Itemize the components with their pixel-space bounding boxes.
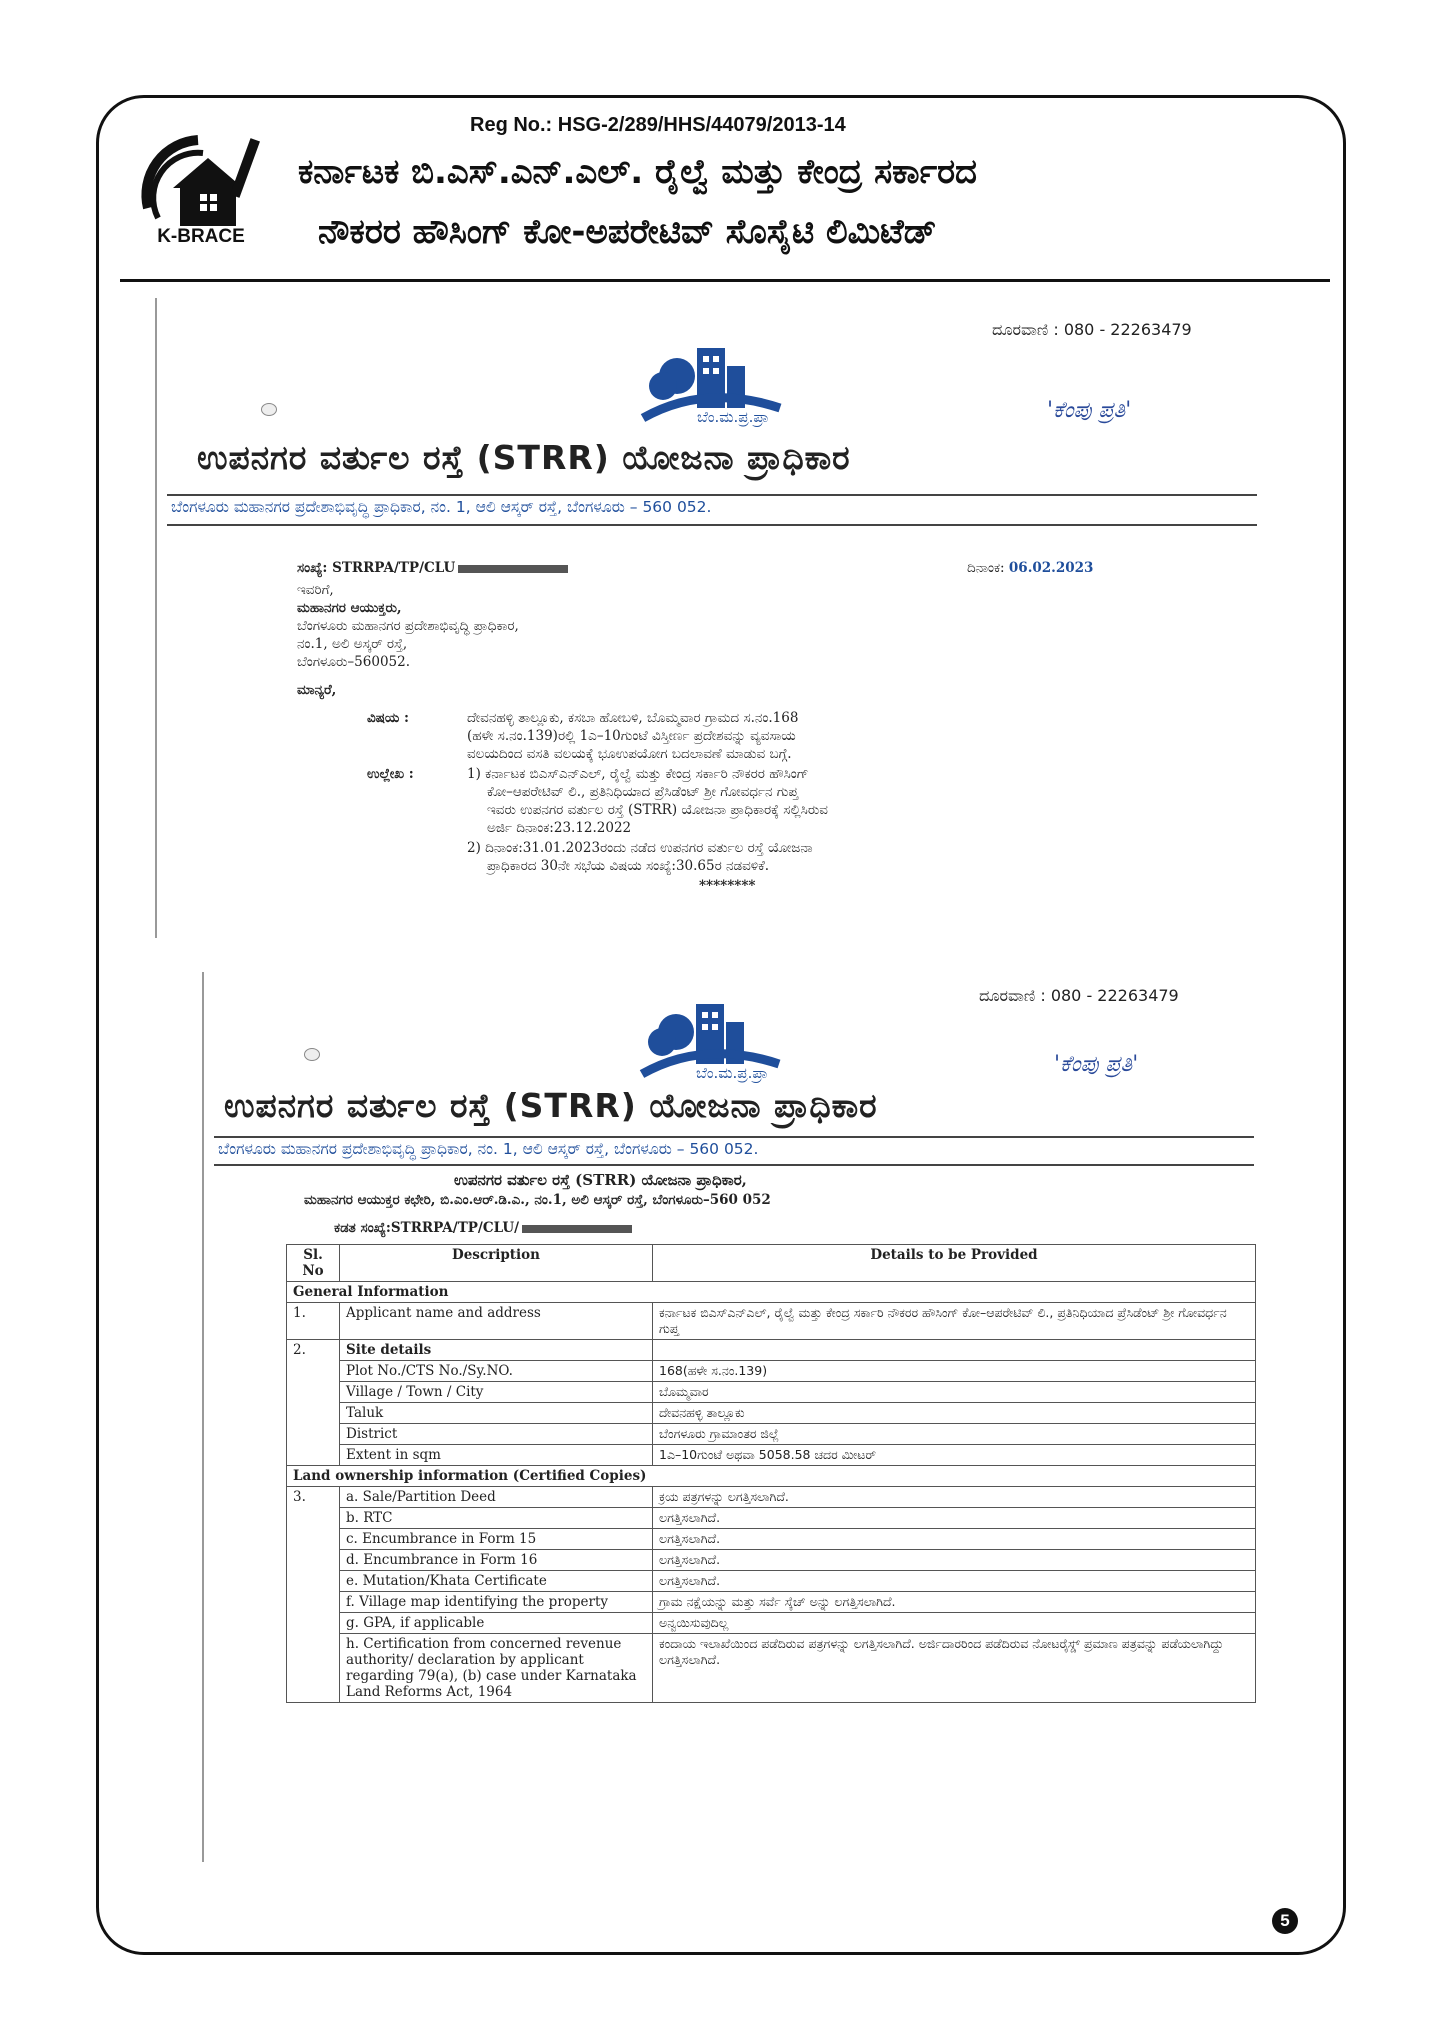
row-detail: ಲಗತ್ತಿಸಲಾಗಿದೆ.	[653, 1550, 1256, 1571]
authority-title: ಉಪನಗರ ವರ್ತುಲ ರಸ್ತೆ (STRR) ಯೋಜನಾ ಪ್ರಾಧಿಕಾರ	[224, 1086, 878, 1125]
column-header: Sl. No	[287, 1245, 340, 1282]
rule	[214, 1164, 1254, 1166]
row-detail: 168(ಹಳೇ ಸ.ನಂ.139)	[653, 1361, 1256, 1382]
punch-hole	[261, 403, 277, 416]
rule	[167, 494, 1257, 496]
row-detail: ದೇವನಹಳ್ಳಿ ತಾಲ್ಲೂಕು	[653, 1403, 1256, 1424]
row-description: District	[340, 1424, 653, 1445]
subject-line: (ಹಳೇ ಸ.ನಂ.139)ರಲ್ಲಿ 1ಎ–10ಗುಂಟೆ ವಿಸ್ತೀರ್ಣ ಪ್ರದೇಶವನ್ನು ವ್ಯವಸಾಯ	[467, 728, 796, 744]
authority-address: ಬೆಂಗಳೂರು ಮಹಾನಗರ ಪ್ರದೇಶಾಭಿವೃದ್ಧಿ ಪ್ರಾಧಿಕಾರ, ನಂ. 1, ಆಲಿ ಆಸ್ಕರ್ ರಸ್ತೆ, ಬೆಂಗಳೂರು – 560 052.	[171, 498, 712, 516]
row-detail: ಕಂದಾಯ ಇಲಾಖೆಯಿಂದ ಪಡೆದಿರುವ ಪತ್ರಗಳನ್ನು ಲಗತ್ತಿಸಲಾಗಿದೆ. ಅರ್ಜಿದಾರರಿಂದ ಪಡೆದಿರುವ ನೋಟರೈಸ್ಡ್ ಪ್ರಮಾಣ ಪತ್ರವನ್ನು ಪಡೆಯಲಾಗಿದ್ದು ಲಗತ್ತಿಸಲಾಗಿದೆ.	[653, 1634, 1256, 1703]
emblem-caption: ಬೆಂ.ಮ.ಪ್ರ.ಪ್ರಾ	[697, 408, 769, 426]
emblem-caption: ಬೆಂ.ಮ.ಪ್ರ.ಪ್ರಾ	[696, 1064, 768, 1082]
row-number: 1.	[287, 1303, 340, 1340]
reference-label: ಉಲ್ಲೇಖ :	[367, 766, 414, 782]
table-header-row	[287, 1245, 1256, 1282]
reference-line: ಇವರು ಉಪನಗರ ವರ್ತುಲ ರಸ್ತೆ (STRR) ಯೋಜನಾ ಪ್ರಾಧಿಕಾರಕ್ಕೆ ಸಲ್ಲಿಸಿರುವ	[487, 802, 828, 818]
table-row	[287, 1445, 1256, 1466]
row-detail: ಲಗತ್ತಿಸಲಾಗಿದೆ.	[653, 1508, 1256, 1529]
logo-text: K-BRACE	[157, 226, 245, 247]
row-description: g. GPA, if applicable	[340, 1613, 653, 1634]
table-row	[287, 1508, 1256, 1529]
row-detail: ಲಗತ್ತಿಸಲಾಗಿದೆ.	[653, 1529, 1256, 1550]
row-description: Taluk	[340, 1403, 653, 1424]
table-row	[287, 1303, 1256, 1340]
row-description: h. Certification from concerned revenue authority/ declaration by applicant regarding 79(a), (b) case under Karnataka Land Reforms Act, 1964	[340, 1634, 653, 1703]
org-name-line2: ನೌಕರರ ಹೌಸಿಂಗ್ ಕೋ-ಅಪರೇಟಿವ್ ಸೊಸೈಟಿ ಲಿಮಿಟೆಡ್	[318, 212, 937, 252]
handwritten-note: 'ಕೆಂಪು ಪ್ರತಿ'	[1047, 398, 1132, 423]
rule	[167, 524, 1257, 526]
sub-header: ಉಪನಗರ ವರ್ತುಲ ರಸ್ತೆ (STRR) ಯೋಜನಾ ಪ್ರಾಧಿಕಾರ,	[454, 1171, 747, 1189]
table-row	[287, 1382, 1256, 1403]
letter-date: ದಿನಾಂಕ: 06.02.2023	[967, 560, 1094, 576]
table-row	[287, 1613, 1256, 1634]
to-line: ಇವರಿಗೆ,	[297, 582, 334, 598]
reference-line: 1) ಕರ್ನಾಟಕ ಬಿಎಸ್‌ಎನ್‌ಎಲ್, ರೈಲ್ವೆ ಮತ್ತು ಕೇಂದ್ರ ಸರ್ಕಾರಿ ನೌಕರರ ಹೌಸಿಂಗ್	[467, 766, 809, 782]
row-description: c. Encumbrance in Form 15	[340, 1529, 653, 1550]
row-description: e. Mutation/Khata Certificate	[340, 1571, 653, 1592]
section-title: Land ownership information (Certified Copies)	[287, 1466, 1256, 1487]
salutation: ಮಾನ್ಯರೆ,	[297, 682, 337, 698]
row-number: 2.	[287, 1340, 340, 1466]
org-name-line1: ಕರ್ನಾಟಕ ಬಿ.ಎಸ್.ಎನ್.ಎಲ್. ರೈಲ್ವೆ ಮತ್ತು ಕೇಂದ್ರ ಸರ್ಕಾರದ	[298, 152, 978, 192]
authority-title: ಉಪನಗರ ವರ್ತುಲ ರಸ್ತೆ (STRR) ಯೋಜನಾ ಪ್ರಾಧಿಕಾರ	[197, 438, 851, 477]
subject-label: ವಿಷಯ :	[367, 710, 410, 726]
row-number: 3.	[287, 1487, 340, 1703]
row-detail: 1ಎ–10ಗುಂಟೆ ಅಥವಾ 5058.58 ಚದರ ಮೀಟರ್	[653, 1445, 1256, 1466]
row-detail: ಬೆಂಗಳೂರು ಗ್ರಾಮಾಂತರ ಜಿಲ್ಲೆ	[653, 1424, 1256, 1445]
header-divider	[120, 279, 1330, 282]
table-row	[287, 1340, 1256, 1361]
section-row	[287, 1466, 1256, 1487]
table-row	[287, 1424, 1256, 1445]
reg-number: Reg No.: HSG-2/289/HHS/44079/2013-14	[470, 114, 846, 136]
to-line: ಮಹಾನಗರ ಆಯುಕ್ತರು,	[297, 600, 402, 616]
table-row	[287, 1634, 1256, 1703]
reference-line: 2) ದಿನಾಂಕ:31.01.2023ರಂದು ನಡೆದ ಉಪನಗರ ವರ್ತುಲ ರಸ್ತೆ ಯೋಜನಾ	[467, 840, 813, 856]
row-detail: ಬೊಮ್ಮವಾರ	[653, 1382, 1256, 1403]
row-description: Site details	[340, 1340, 653, 1361]
reference-line: ಅರ್ಜಿ ದಿನಾಂಕ:23.12.2022	[487, 820, 632, 836]
section-row	[287, 1282, 1256, 1303]
reference-line: ಕೋ–ಆಪರೇಟಿವ್ ಲಿ., ಪ್ರತಿನಿಧಿಯಾದ ಪ್ರೆಸಿಡೆಂಟ್ ಶ್ರೀ ಗೋವರ್ಧನ ಗುಪ್ತ	[487, 784, 799, 800]
row-description: Applicant name and address	[340, 1303, 653, 1340]
to-line: ಬೆಂಗಳೂರು ಮಹಾನಗರ ಪ್ರದೇಶಾಭಿವೃದ್ಧಿ ಪ್ರಾಧಿಕಾರ,	[297, 618, 519, 634]
page-number: 5	[1272, 1908, 1298, 1934]
table-row	[287, 1592, 1256, 1613]
row-description: Extent in sqm	[340, 1445, 653, 1466]
table-row	[287, 1571, 1256, 1592]
rule	[214, 1136, 1254, 1138]
table-row	[287, 1361, 1256, 1382]
table-row	[287, 1487, 1256, 1508]
sub-header-address: ಮಹಾನಗರ ಆಯುಕ್ತರ ಕಛೇರಿ, ಬಿ.ಎಂ.ಆರ್.ಡಿ.ಎ., ನಂ.1, ಅಲಿ ಆಸ್ಕರ್ ರಸ್ತೆ, ಬೆಂಗಳೂರು–560 052	[304, 1192, 771, 1208]
to-line: ಬೆಂಗಳೂರು–560052.	[297, 654, 410, 670]
phone-number: ದೂರವಾಣಿ : 080 - 22263479	[992, 320, 1192, 339]
handwritten-note: 'ಕೆಂಪು ಪ್ರತಿ'	[1054, 1052, 1139, 1077]
row-detail: ಗ್ರಾಮ ನಕ್ಷೆಯನ್ನು ಮತ್ತು ಸರ್ವೆ ಸ್ಕೆಚ್ ಅನ್ನು ಲಗತ್ತಿಸಲಾಗಿದೆ.	[653, 1592, 1256, 1613]
subject-line: ವಲಯದಿಂದ ವಸತಿ ವಲಯಕ್ಕೆ ಭೂಉಪಯೋಗ ಬದಲಾವಣೆ ಮಾಡುವ ಬಗ್ಗೆ.	[467, 746, 792, 762]
ref-number: ಸಂಖ್ಯೆ: STRRPA/TP/CLU	[297, 560, 568, 576]
row-detail: ಅನ್ವಯಿಸುವುದಿಲ್ಲ	[653, 1613, 1256, 1634]
subject-line: ದೇವನಹಳ್ಳಿ ತಾಲ್ಲೂಕು, ಕಸಬಾ ಹೋಬಳಿ, ಬೊಮ್ಮವಾರ ಗ್ರಾಮದ ಸ.ನಂ.168	[467, 710, 799, 726]
row-detail: ಕ್ರಯ ಪತ್ರಗಳನ್ನು ಲಗತ್ತಿಸಲಾಗಿದೆ.	[653, 1487, 1256, 1508]
file-number: ಕಡತ ಸಂಖ್ಯೆ:STRRPA/TP/CLU/	[334, 1220, 632, 1236]
table-row	[287, 1403, 1256, 1424]
row-detail: ಲಗತ್ತಿಸಲಾಗಿದೆ.	[653, 1571, 1256, 1592]
table-row	[287, 1550, 1256, 1571]
column-header: Description	[340, 1245, 653, 1282]
separator-stars: ********	[699, 878, 756, 894]
row-description: Village / Town / City	[340, 1382, 653, 1403]
row-description: d. Encumbrance in Form 16	[340, 1550, 653, 1571]
table-row	[287, 1529, 1256, 1550]
punch-hole	[304, 1048, 320, 1061]
scanned-letter-2	[202, 972, 1264, 1862]
row-detail	[653, 1340, 1256, 1361]
section-title: General Information	[287, 1282, 1256, 1303]
column-header: Details to be Provided	[653, 1245, 1256, 1282]
reference-line: ಪ್ರಾಧಿಕಾರದ 30ನೇ ಸಭೆಯ ವಿಷಯ ಸಂಖ್ಯೆ:30.65ರ ನಡವಳಿಕೆ.	[487, 858, 770, 874]
details-table	[286, 1244, 1256, 1703]
row-detail: ಕರ್ನಾಟಕ ಬಿಎಸ್‌ಎನ್‌ಎಲ್, ರೈಲ್ವೆ ಮತ್ತು ಕೇಂದ್ರ ಸರ್ಕಾರಿ ನೌಕರರ ಹೌಸಿಂಗ್ ಕೋ–ಆಪರೇಟಿವ್ ಲಿ., ಪ್ರತಿನಿಧಿಯಾದ ಪ್ರೆಸಿಡೆಂಟ್ ಶ್ರೀ ಗೋವರ್ಧನ ಗುಪ್ತ	[653, 1303, 1256, 1340]
row-description: f. Village map identifying the property	[340, 1592, 653, 1613]
row-description: Plot No./CTS No./Sy.NO.	[340, 1361, 653, 1382]
scanned-letter-1	[155, 298, 1267, 938]
phone-number: ದೂರವಾಣಿ : 080 - 22263479	[979, 986, 1179, 1005]
row-description: a. Sale/Partition Deed	[340, 1487, 653, 1508]
to-line: ನಂ.1, ಅಲಿ ಅಸ್ಕರ್ ರಸ್ತೆ,	[297, 636, 408, 652]
row-description: b. RTC	[340, 1508, 653, 1529]
authority-address: ಬೆಂಗಳೂರು ಮಹಾನಗರ ಪ್ರದೇಶಾಭಿವೃದ್ಧಿ ಪ್ರಾಧಿಕಾರ, ನಂ. 1, ಆಲಿ ಆಸ್ಕರ್ ರಸ್ತೆ, ಬೆಂಗಳೂರು – 560 052.	[218, 1140, 759, 1158]
